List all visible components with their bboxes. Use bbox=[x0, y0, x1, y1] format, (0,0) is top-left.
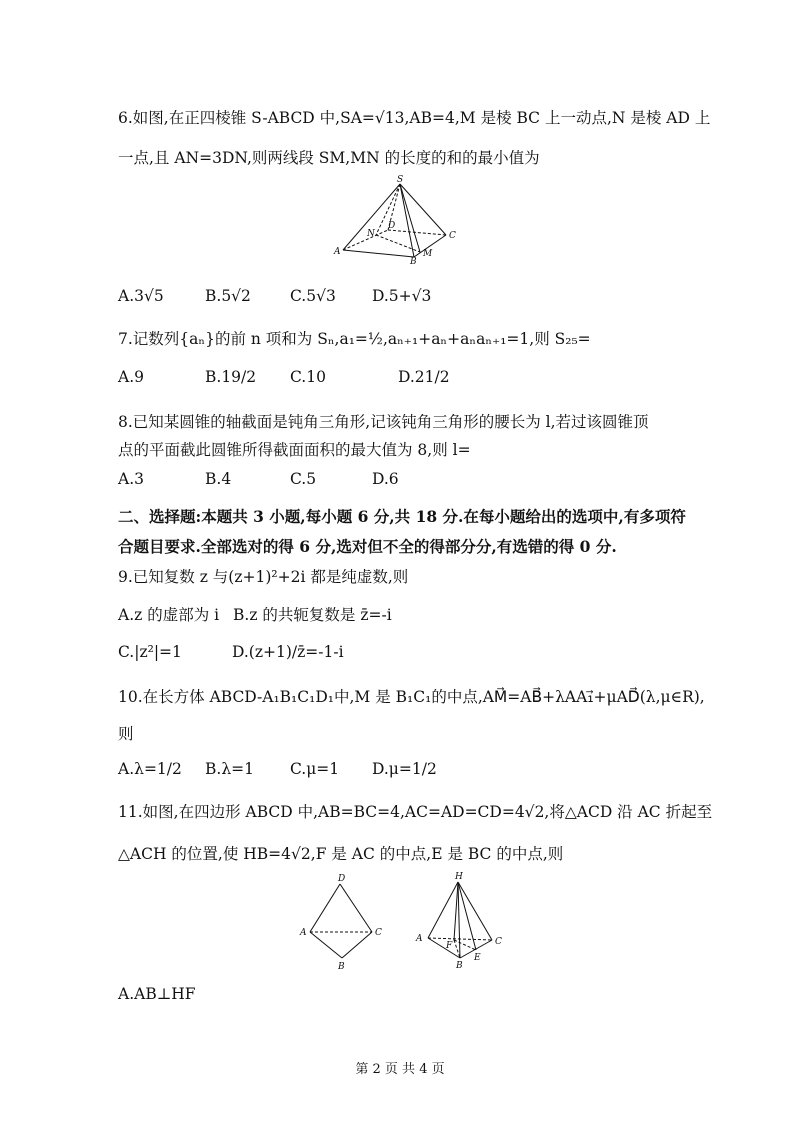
fig-label-M: M bbox=[423, 249, 433, 259]
q10-option-b: B.λ=1 bbox=[205, 760, 254, 778]
fig-label-D: D bbox=[388, 221, 396, 231]
q10-option-c: C.μ=1 bbox=[290, 760, 340, 778]
q7-stem: 7.记数列{aₙ}的前 n 项和为 Sₙ,a₁=½,aₙ₊₁+aₙ+aₙaₙ₊₁=1,则 S₂₅= bbox=[118, 330, 591, 348]
fig2-label-E: E bbox=[474, 953, 481, 963]
q8-option-b: B.4 bbox=[205, 470, 232, 488]
q10-option-a: A.λ=1/2 bbox=[118, 760, 182, 778]
q7-option-c: C.10 bbox=[290, 368, 326, 386]
q9-option-b: B.z 的共轭复数是 z̄=-i bbox=[233, 606, 392, 624]
q6-option-b: B.5√2 bbox=[205, 287, 251, 305]
q11-quadrilateral-figure bbox=[296, 872, 386, 972]
q8-stem-line2: 点的平面截此圆锥所得截面面积的最大值为 8,则 l= bbox=[118, 441, 471, 459]
page-footer: 第 2 页 共 4 页 bbox=[355, 1062, 445, 1077]
q8-option-a: A.3 bbox=[118, 470, 144, 488]
q9-stem: 9.已知复数 z 与(z+1)²+2i 都是纯虚数,则 bbox=[118, 568, 409, 586]
fig1-label-A: A bbox=[300, 928, 307, 938]
q11-stem-line2: △ACH 的位置,使 HB=4√2,F 是 AC 的中点,E 是 BC 的中点,则 bbox=[118, 845, 564, 863]
fig2-label-B: B bbox=[456, 961, 463, 970]
fig2-label-A: A bbox=[416, 934, 423, 944]
fig1-label-D: D bbox=[338, 874, 346, 884]
fig-label-C: C bbox=[449, 231, 456, 241]
q9-option-d: D.(z+1)/z̄=-1-i bbox=[232, 643, 344, 661]
fig-label-A: A bbox=[334, 247, 341, 257]
q10-option-d: D.μ=1/2 bbox=[372, 760, 437, 778]
section2-header-line1: 二、选择题:本题共 3 小题,每小题 6 分,共 18 分.在每小题给出的选项中,有多项符 bbox=[118, 507, 686, 526]
fig1-label-C: C bbox=[375, 928, 382, 938]
q7-option-d: D.21/2 bbox=[398, 368, 450, 386]
q6-option-d: D.5+√3 bbox=[372, 287, 432, 305]
fig-label-N: N bbox=[367, 229, 375, 239]
q8-stem-line1: 8.已知某圆锥的轴截面是钝角三角形,记该钝角三角形的腰长为 l,若过该圆锥顶 bbox=[118, 413, 649, 431]
q11-folded-figure bbox=[410, 870, 510, 970]
q9-option-a: A.z 的虚部为 i bbox=[118, 606, 220, 624]
q6-option-c: C.5√3 bbox=[290, 287, 336, 305]
fig-label-B: B bbox=[410, 257, 417, 264]
q6-option-a: A.3√5 bbox=[118, 287, 164, 305]
section2-header-line2: 合题目要求.全部选对的得 6 分,选对但不全的得部分分,有选错的得 0 分. bbox=[118, 537, 617, 556]
fig2-label-H: H bbox=[455, 872, 463, 882]
q7-option-a: A.9 bbox=[118, 368, 144, 386]
q11-stem-line1: 11.如图,在四边形 ABCD 中,AB=BC=4,AC=AD=CD=4√2,将△ACD 沿 AC 折起至 bbox=[118, 803, 713, 821]
fig-label-S: S bbox=[397, 175, 404, 185]
q10-stem-line2: 则 bbox=[118, 725, 134, 743]
q10-stem-line1: 10.在长方体 ABCD-A₁B₁C₁D₁中,M 是 B₁C₁的中点,AM⃗=AB⃗+λAA₁⃗+μAD⃗(λ,μ∈R), bbox=[118, 688, 705, 706]
fig2-label-C: C bbox=[495, 937, 502, 947]
q6-stem-line1: 6.如图,在正四棱锥 S-ABCD 中,SA=√13,AB=4,M 是棱 BC 上一动点,N 是棱 AD 上 bbox=[118, 109, 711, 127]
q9-option-c: C.|z²|=1 bbox=[118, 643, 182, 661]
q8-option-c: C.5 bbox=[290, 470, 317, 488]
fig2-label-F: F bbox=[446, 941, 453, 951]
q7-option-b: B.19/2 bbox=[205, 368, 257, 386]
q6-pyramid-figure bbox=[330, 172, 470, 264]
q8-option-d: D.6 bbox=[372, 470, 399, 488]
q6-stem-line2: 一点,且 AN=3DN,则两线段 SM,MN 的长度的和的最小值为 bbox=[118, 149, 540, 167]
q11-option-a: A.AB⊥HF bbox=[118, 985, 196, 1003]
fig1-label-B: B bbox=[338, 962, 345, 972]
